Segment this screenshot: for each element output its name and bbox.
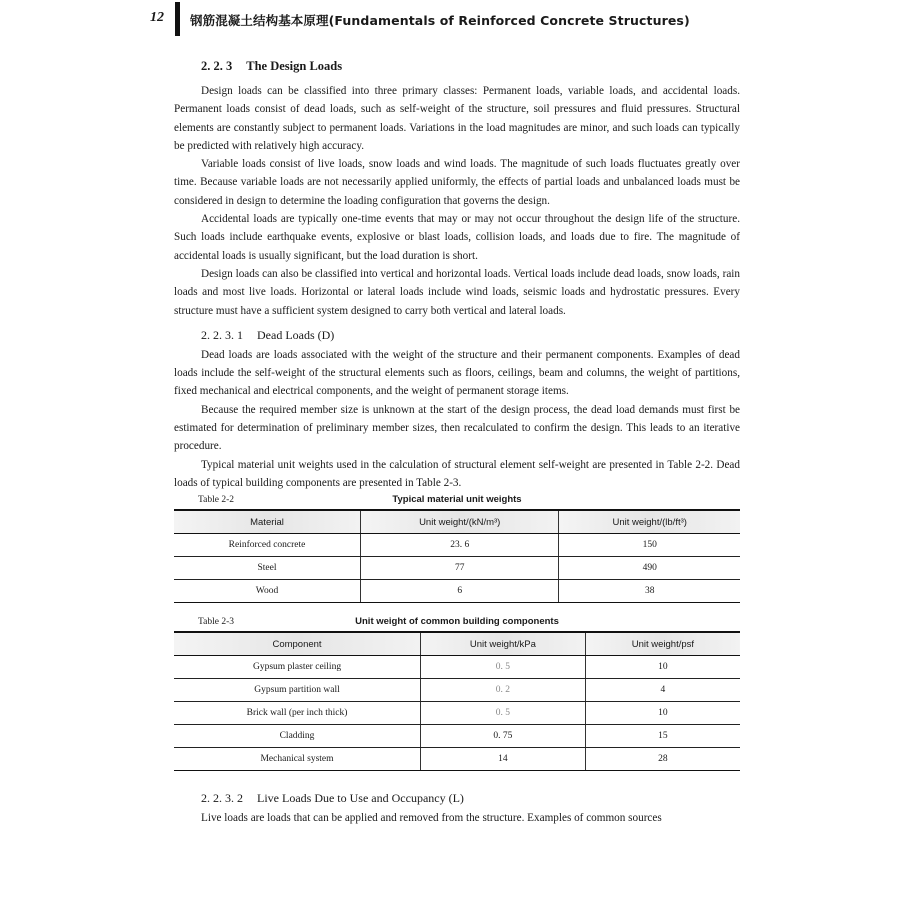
table-row <box>174 656 740 679</box>
table-cell: 10 <box>585 702 740 725</box>
table-cell: 0. 5 <box>421 702 586 725</box>
section-heading <box>201 59 740 74</box>
paragraph: Live loads are loads that can be applied and removed from the structure. Examples of common sources <box>201 812 662 825</box>
table-title: Typical material unit weights <box>392 494 522 506</box>
table-cell: 0. 75 <box>421 725 586 748</box>
table-cell: 23. 6 <box>361 534 559 557</box>
paragraph: Dead loads are loads associated with the weight of the structure and their permanent components. Examples of dead loads include the self-weight of the structural elements such as floors, ceilings, beam and columns, the weight of partitions, fixed mechanical and electrical components, and the weight of permanent storage items. <box>174 348 740 398</box>
table-caption <box>174 616 740 631</box>
table-cell: 15 <box>585 725 740 748</box>
table-label: Table 2-3 <box>198 617 235 628</box>
table-cell: Mechanical system <box>174 748 421 771</box>
running-title: 钢筋混凝土结构基本原理(Fundamentals of Reinforced Concrete Structures) <box>190 13 690 28</box>
section-number: 2. 2. 3 <box>201 59 233 73</box>
column-header: Unit weight/psf <box>585 632 740 656</box>
table-cell: Gypsum plaster ceiling <box>174 656 421 679</box>
table-row <box>174 580 740 603</box>
paragraph: Design loads can be classified into three primary classes: Permanent loads, variable loads, and accidental loads. Permanent loads consist of dead loads, such as self-weight of the structure, soil pressures and fluid pressures. Structural elements are constantly subject to permanent loads. Variations in the load magnitudes are minor, and such loads can typically be predicted with relatively high accuracy. <box>174 85 740 152</box>
column-header: Unit weight/(lb/ft³) <box>559 510 740 534</box>
table-row <box>174 557 740 580</box>
page-body <box>174 59 740 828</box>
subsection-number: 2. 2. 3. 1 <box>201 327 243 342</box>
table-cell: 38 <box>559 580 740 603</box>
table-cell: 0. 5 <box>421 656 586 679</box>
column-header: Unit weight/kPa <box>421 632 586 656</box>
table-cell: 77 <box>361 557 559 580</box>
table-component-unit-weights <box>174 631 740 771</box>
paragraph: Typical material unit weights used in the calculation of structural element self-weight are presented in Table 2-2. Dead loads of typical building components are presented in Table 2-3. <box>174 458 740 489</box>
column-header: Material <box>174 510 361 534</box>
page-header <box>0 0 900 40</box>
table-label: Table 2-2 <box>198 495 235 506</box>
paragraph: Variable loads consist of live loads, snow loads and wind loads. The magnitude of such loads fluctuates greatly over time. Because variable loads are not necessarily applied uniformly, the effects of partial loads and unbalanced loads must be considered in design to determine the loading configuration that governs the design. <box>174 158 740 207</box>
section-title: The Design Loads <box>246 59 343 73</box>
table-cell: 14 <box>421 748 586 771</box>
table-cell: 6 <box>361 580 559 603</box>
subsection-heading <box>201 789 740 807</box>
paragraph: Design loads can also be classified into vertical and horizontal loads. Vertical loads include dead loads, snow loads, rain loads and most live loads. Horizontal or lateral loads include wind loads, seismic loads and hydrostatic pressures. Every structure must have a sufficient system designed to carry both vertical and lateral loads. <box>174 267 740 317</box>
subsection-heading <box>201 326 740 344</box>
header-divider <box>175 2 180 36</box>
subsection-number: 2. 2. 3. 2 <box>201 791 243 806</box>
table-cell: Wood <box>174 580 361 603</box>
table-row <box>174 534 740 557</box>
table-cell: 4 <box>585 679 740 702</box>
column-header: Unit weight/(kN/m³) <box>361 510 559 534</box>
table-cell: Reinforced concrete <box>174 534 361 557</box>
table-caption <box>174 494 740 509</box>
table-title: Unit weight of common building components <box>355 616 559 628</box>
table-row <box>174 679 740 702</box>
page-number: 12 <box>150 10 164 25</box>
table-cell: 28 <box>585 748 740 771</box>
subsection-title: Dead Loads (D) <box>257 327 335 342</box>
table-material-unit-weights <box>174 509 740 603</box>
table-row <box>174 702 740 725</box>
paragraph: Accidental loads are typically one-time events that may or may not occur throughout the design life of the structure. Such loads include earthquake events, explosive or blast loads, collision loads, and loads due to fire. The magnitude of accidental loads is usually significant, but the load duration is short. <box>174 213 740 262</box>
table-cell: 490 <box>559 557 740 580</box>
table-cell: Steel <box>174 557 361 580</box>
column-header: Component <box>174 632 421 656</box>
table-cell: 10 <box>585 656 740 679</box>
table-cell: 0. 2 <box>421 679 586 702</box>
table-cell: Cladding <box>174 725 421 748</box>
table-cell: Brick wall (per inch thick) <box>174 702 421 725</box>
table-row <box>174 748 740 771</box>
table-cell: 150 <box>559 534 740 557</box>
table-row <box>174 725 740 748</box>
subsection-title: Live Loads Due to Use and Occupancy (L) <box>257 791 464 806</box>
table-cell: Gypsum partition wall <box>174 679 421 702</box>
paragraph: Because the required member size is unknown at the start of the design process, the dead load demands must first be estimated for determination of preliminary member sizes, then recalculated to confirm the design. This leads to an iterative procedure. <box>174 403 740 453</box>
